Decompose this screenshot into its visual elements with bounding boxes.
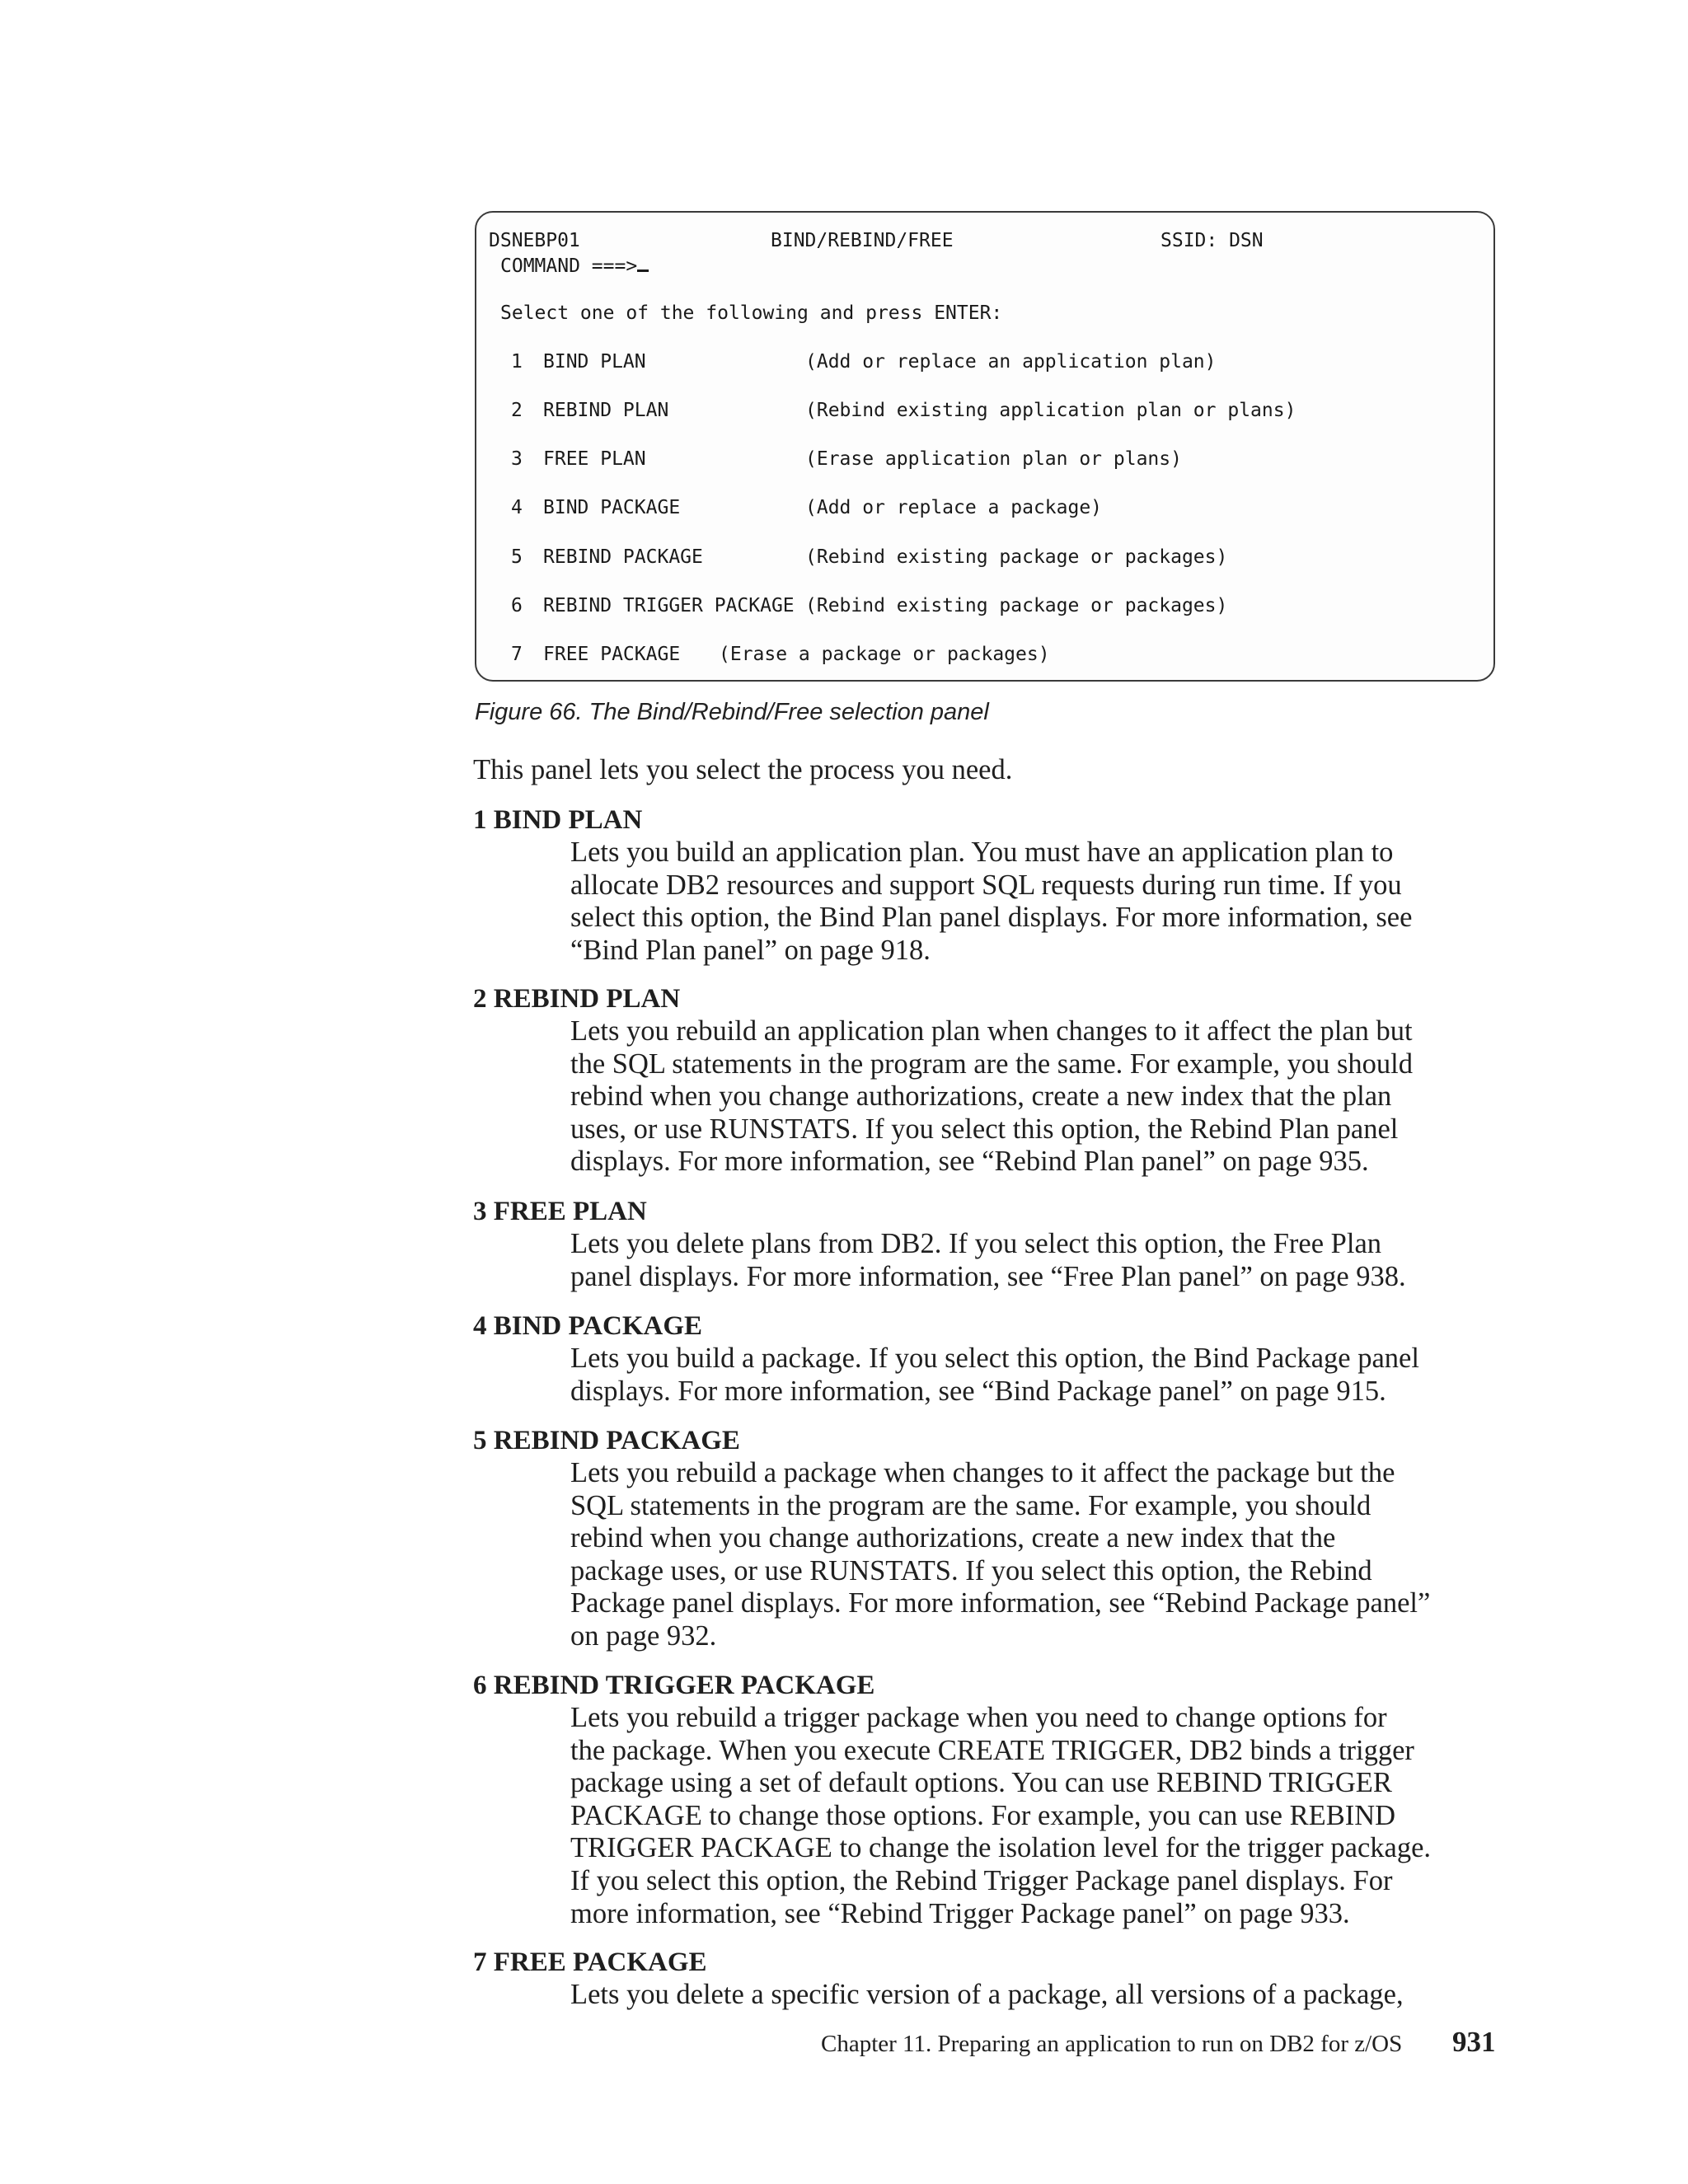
- definition-line: the package. When you execute CREATE TRIGGER, DB2 binds a trigger: [570, 1734, 1414, 1766]
- option-number: 2: [511, 400, 523, 421]
- definition-line: package using a set of default options. You can use REBIND TRIGGER: [570, 1767, 1392, 1799]
- section-term: 4 BIND PACKAGE: [473, 1311, 703, 1341]
- definition-line: Lets you rebuild a package when changes to it affect the package but the: [570, 1457, 1395, 1488]
- definition-line: Lets you delete plans from DB2. If you select this option, the Free Plan: [570, 1228, 1382, 1259]
- definition-line: rebind when you change authorizations, create a new index that the: [570, 1522, 1336, 1554]
- option-rebind-trigger-package[interactable]: REBIND TRIGGER PACKAGE: [543, 595, 795, 616]
- panel-title: BIND/REBIND/FREE: [771, 230, 954, 251]
- definition-line: select this option, the Bind Plan panel displays. For more information, see: [570, 902, 1413, 934]
- option-description: (Add or replace an application plan): [805, 351, 1217, 373]
- definition-line: displays. For more information, see “Rebind Plan panel” on page 935.: [570, 1146, 1369, 1178]
- definition-line: If you select this option, the Rebind Trigger Package panel displays. For: [570, 1864, 1393, 1896]
- option-description: (Erase application plan or plans): [805, 448, 1182, 470]
- definition-line: SQL statements in the program are the same. For example, you should: [570, 1489, 1372, 1521]
- section-term: 6 REBIND TRIGGER PACKAGE: [473, 1671, 875, 1700]
- section-definition: [570, 1343, 1419, 1408]
- section-definition: [570, 837, 1412, 967]
- definition-line: allocate DB2 resources and support SQL requests during run time. If you: [570, 869, 1402, 901]
- option-bind-package[interactable]: BIND PACKAGE: [543, 497, 681, 518]
- command-input-cursor[interactable]: [637, 253, 649, 272]
- section-definition: [570, 1015, 1413, 1179]
- option-rebind-plan[interactable]: REBIND PLAN: [543, 400, 669, 421]
- definition-line: displays. For more information, see “Bind Package panel” on page 915.: [570, 1375, 1386, 1407]
- definition-line: Lets you delete a specific version of a package, all versions of a package,: [570, 1979, 1404, 2010]
- section-term: 3 FREE PLAN: [473, 1197, 647, 1226]
- option-description: (Rebind existing package or packages): [805, 595, 1228, 616]
- definition-line: TRIGGER PACKAGE to change the isolation level for the trigger package.: [570, 1832, 1432, 1864]
- definition-line: panel displays. For more information, see “Free Plan panel” on page 938.: [570, 1260, 1406, 1292]
- definition-line: on page 932.: [570, 1619, 717, 1652]
- section-term: 5 REBIND PACKAGE: [473, 1426, 740, 1455]
- intro-paragraph: This panel lets you select the process you need.: [473, 754, 1013, 785]
- option-free-package[interactable]: FREE PACKAGE: [543, 644, 681, 665]
- definition-line: Lets you rebuild an application plan when changes to it affect the plan but: [570, 1015, 1413, 1047]
- definition-line: Lets you build a package. If you select this option, the Bind Package panel: [570, 1343, 1419, 1374]
- option-rebind-package[interactable]: REBIND PACKAGE: [543, 546, 703, 568]
- section-definition: [570, 1228, 1406, 1293]
- section-definition: [570, 1702, 1431, 1930]
- figure-caption: Figure 66. The Bind/Rebind/Free selection panel: [475, 699, 989, 725]
- section-term: 1 BIND PLAN: [473, 805, 643, 835]
- option-bind-plan[interactable]: BIND PLAN: [543, 351, 646, 373]
- definition-line: Package panel displays. For more information, see “Rebind Package panel”: [570, 1587, 1431, 1619]
- definition-line: package uses, or use RUNSTATS. If you select this option, the Rebind: [570, 1554, 1372, 1586]
- panel-prompt: Select one of the following and press ENTER:: [500, 302, 1003, 324]
- option-number: 4: [511, 497, 523, 518]
- command-line[interactable]: [500, 253, 649, 278]
- section-definition: [570, 1457, 1430, 1653]
- option-description: (Add or replace a package): [805, 497, 1103, 518]
- section-term: 2 REBIND PLAN: [473, 984, 681, 1014]
- definition-line: Lets you rebuild a trigger package when you need to change options for: [570, 1702, 1387, 1733]
- option-description: (Rebind existing application plan or plans): [805, 400, 1296, 421]
- definition-line: Lets you build an application plan. You must have an application plan to: [570, 837, 1394, 868]
- panel-id: DSNEBP01: [489, 230, 580, 251]
- panel-ssid: SSID: DSN: [1160, 230, 1264, 251]
- definition-line: the SQL statements in the program are the same. For example, you should: [570, 1047, 1413, 1080]
- option-number: 7: [511, 644, 523, 665]
- page-number: 931: [1452, 2026, 1496, 2058]
- command-label: COMMAND ===>: [500, 255, 638, 277]
- section-term: 7 FREE PACKAGE: [473, 1947, 707, 1977]
- definition-line: uses, or use RUNSTATS. If you select this option, the Rebind Plan panel: [570, 1113, 1399, 1145]
- option-number: 6: [511, 595, 523, 616]
- option-number: 1: [511, 351, 523, 373]
- option-number: 5: [511, 546, 523, 568]
- option-free-plan[interactable]: FREE PLAN: [543, 448, 646, 470]
- option-description: (Rebind existing package or packages): [805, 546, 1228, 568]
- section-definition: [570, 1979, 1404, 2012]
- definition-line: “Bind Plan panel” on page 918.: [570, 934, 931, 966]
- definition-line: PACKAGE to change those options. For example, you can use REBIND: [570, 1799, 1396, 1831]
- option-number: 3: [511, 448, 523, 470]
- option-description: (Erase a package or packages): [719, 644, 1050, 665]
- footer-chapter: Chapter 11. Preparing an application to run on DB2 for z/OS: [821, 2031, 1403, 2057]
- definition-line: rebind when you change authorizations, create a new index that the plan: [570, 1080, 1392, 1113]
- definition-line: more information, see “Rebind Trigger Package panel” on page 933.: [570, 1897, 1350, 1929]
